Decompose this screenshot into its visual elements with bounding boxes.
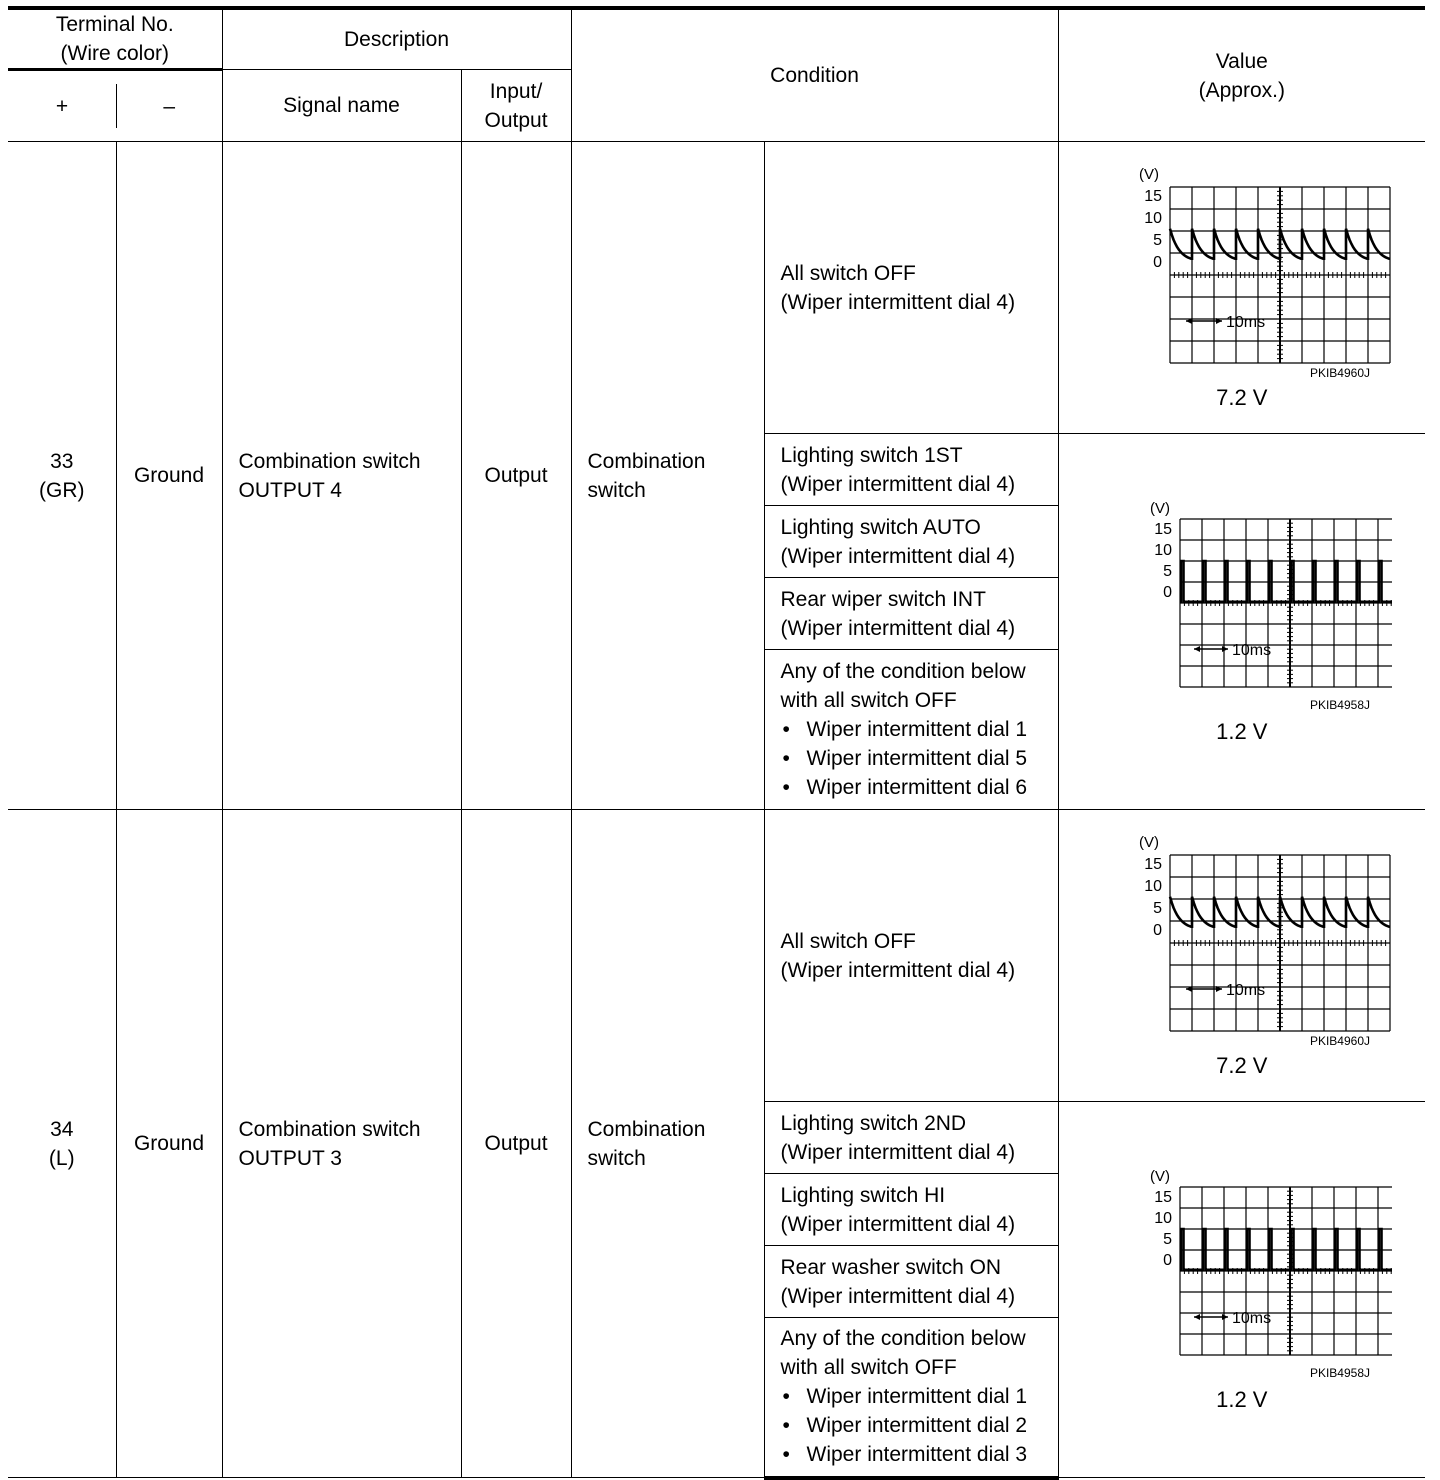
ground-34: Ground (116, 810, 222, 1478)
sawtooth-trace (1170, 229, 1390, 259)
oscilloscope-pulse-34 (1092, 1165, 1392, 1385)
scope-grid (1180, 519, 1392, 687)
bullet-item: • Wiper intermittent dial 1 (782, 718, 1028, 741)
condition-34-any-below: Any of the condition below with all switch OFF • Wiper intermittent dial 1 • Wiper intermittent dial 2 • Wiper intermittent dial 3 (764, 1318, 1058, 1478)
scope-tick-5: 5 (1152, 232, 1162, 249)
oscilloscope-sawtooth-34 (1092, 831, 1392, 1051)
value-33-voltage-b: 1.2 V (1216, 719, 1268, 744)
header-terminal: Terminal No. (Wire color) (8, 8, 222, 70)
pulse-trace (1180, 561, 1392, 602)
scope-tick-10: 10 (1143, 878, 1162, 895)
bullet-item: • Wiper intermittent dial 1 (782, 1385, 1028, 1409)
scope-figure-code: PKIB4958J (1309, 1366, 1370, 1380)
condition-33-any-below: Any of the condition below with all switch OFF • Wiper intermittent dial 1 • Wiper intermittent dial 5 • Wiper intermittent dial 6 (764, 650, 1058, 810)
io-33: Output (461, 142, 571, 810)
bullet-item: • Wiper intermittent dial 2 (782, 1414, 1028, 1438)
scope-grid (1180, 1187, 1392, 1355)
scope-figure-code: PKIB4960J (1309, 366, 1370, 380)
scope-time-label: 10ms (1231, 1310, 1271, 1327)
scope-waveform (1180, 561, 1392, 602)
scope-time-label: 10ms (1231, 642, 1271, 659)
value-33-sawtooth (1058, 142, 1425, 434)
header-input-output: Input/ Output (461, 70, 571, 142)
header-value: Value (Approx.) (1058, 8, 1425, 142)
scope-tick-10: 10 (1153, 542, 1172, 559)
scope-time-arrow (1194, 646, 1228, 652)
oscilloscope-pulse-33 (1092, 497, 1392, 717)
terminal-34: 34 (L) (8, 810, 116, 1478)
terminal-spec-table (8, 6, 1425, 1480)
scope-waveform (1180, 1229, 1392, 1270)
terminal-33: 33 (GR) (8, 142, 116, 810)
header-signal-name: Signal name (222, 70, 461, 142)
scope-figure-code: PKIB4960J (1309, 1034, 1370, 1048)
scope-waveform (1170, 897, 1390, 927)
scope-tick-0: 0 (1152, 254, 1162, 271)
scope-tick-10: 10 (1153, 1210, 1172, 1227)
condition-33-all-off: All switch OFF (Wiper intermittent dial 4) (764, 142, 1058, 434)
signal-name-34: Combination switch OUTPUT 3 (222, 810, 461, 1478)
condition-33-rear-wiper-int: Rear wiper switch INT (Wiper intermittent dial 4) (764, 578, 1058, 650)
header-sign-wrapper (8, 70, 222, 142)
condition-main-34: Combination switch (571, 810, 764, 1478)
signal-name-33: Combination switch OUTPUT 4 (222, 142, 461, 810)
ground-33: Ground (116, 142, 222, 810)
scope-unit: (V) (1149, 500, 1170, 517)
value-34-voltage-a: 7.2 V (1216, 1053, 1268, 1078)
io-34: Output (461, 810, 571, 1478)
condition-main-33: Combination switch (571, 142, 764, 810)
condition-34-lighting-hi: Lighting switch HI (Wiper intermittent dial 4) (764, 1174, 1058, 1246)
condition-34-lighting-2nd: Lighting switch 2ND (Wiper intermittent dial 4) (764, 1102, 1058, 1174)
condition-33-lighting-1st: Lighting switch 1ST (Wiper intermittent dial 4) (764, 434, 1058, 506)
pulse-trace (1180, 1229, 1392, 1270)
value-34-pulse (1058, 1102, 1425, 1478)
scope-tick-0: 0 (1162, 1252, 1172, 1269)
header-minus: – (163, 94, 176, 118)
scope-unit: (V) (1138, 166, 1159, 183)
header-plus: + (8, 84, 117, 128)
scope-time-label: 10ms (1225, 314, 1265, 331)
value-34-sawtooth (1058, 810, 1425, 1102)
oscilloscope-sawtooth-33 (1092, 163, 1392, 383)
scope-tick-15: 15 (1153, 521, 1172, 538)
scope-tick-10: 10 (1143, 210, 1162, 227)
scope-unit: (V) (1149, 1168, 1170, 1185)
scope-tick-5: 5 (1152, 900, 1162, 917)
scope-unit: (V) (1138, 834, 1159, 851)
scope-tick-15: 15 (1143, 856, 1162, 873)
value-33-pulse (1058, 434, 1425, 810)
bullet-item: • Wiper intermittent dial 5 (782, 747, 1028, 770)
scope-tick-5: 5 (1162, 563, 1172, 580)
scope-tick-5: 5 (1162, 1231, 1172, 1248)
header-description: Description (222, 8, 571, 70)
scope-waveform (1170, 229, 1390, 259)
condition-33-lighting-auto: Lighting switch AUTO (Wiper intermittent dial 4) (764, 506, 1058, 578)
scope-figure-code: PKIB4958J (1309, 698, 1370, 712)
scope-tick-0: 0 (1152, 922, 1162, 939)
scope-tick-15: 15 (1143, 188, 1162, 205)
header-condition: Condition (571, 8, 1058, 142)
scope-tick-15: 15 (1153, 1189, 1172, 1206)
scope-time-arrow (1194, 1314, 1228, 1320)
sawtooth-trace (1170, 897, 1390, 927)
condition-34-all-off: All switch OFF (Wiper intermittent dial 4) (764, 810, 1058, 1102)
scope-grid (1170, 187, 1390, 363)
value-33-voltage-a: 7.2 V (1216, 385, 1268, 410)
scope-grid (1170, 855, 1390, 1031)
condition-34-rear-washer-on: Rear washer switch ON (Wiper intermittent dial 4) (764, 1246, 1058, 1318)
scope-time-label: 10ms (1225, 982, 1265, 999)
scope-tick-0: 0 (1162, 584, 1172, 601)
bullet-item: • Wiper intermittent dial 3 (782, 1443, 1028, 1467)
value-34-voltage-b: 1.2 V (1216, 1387, 1268, 1412)
bullet-item: • Wiper intermittent dial 6 (782, 776, 1028, 799)
